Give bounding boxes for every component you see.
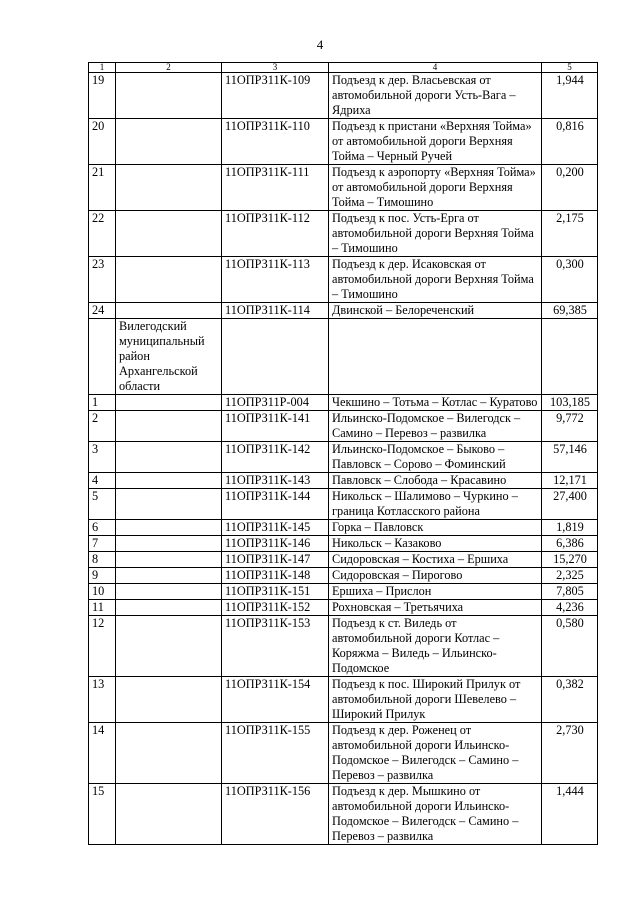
road-name: Подъезд к дер. Роженец от автомобильной дороги Ильинско-Подомское – Вилегодск – Самино – Перевоз – развилка [329, 723, 542, 784]
road-length: 1,819 [542, 520, 598, 536]
road-name: Павловск – Слобода – Красавино [329, 473, 542, 489]
road-name: Подъезд к дер. Мышкино от автомобильной дороги Ильинско-Подомское – Вилегодск – Самино – Перевоз – развилка [329, 784, 542, 845]
row-number: 20 [89, 119, 116, 165]
table-row [89, 442, 598, 473]
header-cell-5: 5 [542, 63, 598, 73]
road-length: 0,300 [542, 257, 598, 303]
road-id: 11ОПРЗ11К-110 [222, 119, 329, 165]
table-row [89, 395, 598, 411]
road-name: Подъезд к ст. Виледь от автомобильной дороги Котлас – Коряжма – Виледь – Ильинско-Подомское [329, 616, 542, 677]
district-name [116, 616, 222, 677]
row-number: 3 [89, 442, 116, 473]
road-name: Никольск – Шалимово – Чуркино – граница Котласского района [329, 489, 542, 520]
road-name: Подъезд к дер. Исаковская от автомобильной дороги Верхняя Тойма – Тимошино [329, 257, 542, 303]
row-number: 10 [89, 584, 116, 600]
district-name [116, 584, 222, 600]
table-row [89, 552, 598, 568]
row-number: 11 [89, 600, 116, 616]
road-length: 2,175 [542, 211, 598, 257]
road-name: Ершиха – Прислон [329, 584, 542, 600]
road-name: Никольск – Казаково [329, 536, 542, 552]
road-length: 6,386 [542, 536, 598, 552]
road-length: 0,382 [542, 677, 598, 723]
table-row [89, 411, 598, 442]
road-id: 11ОПРЗ11К-145 [222, 520, 329, 536]
road-length: 9,772 [542, 411, 598, 442]
table-row [89, 211, 598, 257]
road-length: 12,171 [542, 473, 598, 489]
road-id: 11ОПРЗ11К-112 [222, 211, 329, 257]
table-row [89, 319, 598, 395]
road-id: 11ОПРЗ11К-153 [222, 616, 329, 677]
road-id: 11ОПРЗ11К-152 [222, 600, 329, 616]
header-cell-3: 3 [222, 63, 329, 73]
table-row [89, 568, 598, 584]
road-length: 2,325 [542, 568, 598, 584]
road-name: Горка – Павловск [329, 520, 542, 536]
district-name [116, 723, 222, 784]
header-cell-1: 1 [89, 63, 116, 73]
road-id: 11ОПРЗ11К-144 [222, 489, 329, 520]
road-id: 11ОПРЗ11К-114 [222, 303, 329, 319]
road-length: 4,236 [542, 600, 598, 616]
table-row [89, 73, 598, 119]
roads-table [88, 62, 598, 845]
table-row [89, 584, 598, 600]
road-length: 1,444 [542, 784, 598, 845]
road-length: 103,185 [542, 395, 598, 411]
row-number: 15 [89, 784, 116, 845]
row-number: 2 [89, 411, 116, 442]
district-name [116, 677, 222, 723]
district-name [116, 600, 222, 616]
table-row [89, 119, 598, 165]
road-length: 1,944 [542, 73, 598, 119]
road-name: Чекшино – Тотьма – Котлас – Куратово [329, 395, 542, 411]
row-number: 19 [89, 73, 116, 119]
district-name [116, 473, 222, 489]
road-length: 7,805 [542, 584, 598, 600]
district-name [116, 442, 222, 473]
road-name [329, 319, 542, 395]
road-name: Подъезд к аэропорту «Верхняя Тойма» от автомобильной дороги Верхняя Тойма – Тимошино [329, 165, 542, 211]
road-id [222, 319, 329, 395]
road-id: 11ОПРЗ11К-109 [222, 73, 329, 119]
row-number: 4 [89, 473, 116, 489]
district-name [116, 303, 222, 319]
road-id: 11ОПРЗ11К-146 [222, 536, 329, 552]
row-number: 21 [89, 165, 116, 211]
header-cell-4: 4 [329, 63, 542, 73]
row-number: 5 [89, 489, 116, 520]
row-number: 1 [89, 395, 116, 411]
road-id: 11ОПРЗ11К-111 [222, 165, 329, 211]
road-name: Ильинско-Подомское – Быково – Павловск – Сорово – Фоминский [329, 442, 542, 473]
road-name: Подъезд к пос. Широкий Прилук от автомобильной дороги Шевелево – Широкий Прилук [329, 677, 542, 723]
row-number: 7 [89, 536, 116, 552]
road-id: 11ОПРЗ11К-154 [222, 677, 329, 723]
table-row [89, 303, 598, 319]
road-length: 2,730 [542, 723, 598, 784]
row-number: 13 [89, 677, 116, 723]
road-id: 11ОПРЗ11К-155 [222, 723, 329, 784]
district-name [116, 119, 222, 165]
road-length: 15,270 [542, 552, 598, 568]
district-name [116, 73, 222, 119]
row-number: 8 [89, 552, 116, 568]
road-name: Подъезд к пристани «Верхняя Тойма» от автомобильной дороги Верхняя Тойма – Черный Ручей [329, 119, 542, 165]
road-id: 11ОПРЗ11К-143 [222, 473, 329, 489]
table-header-row [89, 63, 598, 73]
road-id: 11ОПРЗ11К-147 [222, 552, 329, 568]
road-id: 11ОПРЗ11К-151 [222, 584, 329, 600]
row-number: 23 [89, 257, 116, 303]
table-row [89, 473, 598, 489]
row-number: 6 [89, 520, 116, 536]
road-name: Ильинско-Подомское – Вилегодск – Самино – Перевоз – развилка [329, 411, 542, 442]
road-length: 0,816 [542, 119, 598, 165]
table-row [89, 520, 598, 536]
table-row [89, 165, 598, 211]
road-length: 0,200 [542, 165, 598, 211]
row-number: 12 [89, 616, 116, 677]
road-length [542, 319, 598, 395]
road-id: 11ОПРЗ11К-148 [222, 568, 329, 584]
page-number: 4 [316, 37, 324, 52]
district-name [116, 568, 222, 584]
table-row [89, 677, 598, 723]
district-name [116, 489, 222, 520]
road-id: 11ОПРЗ11К-113 [222, 257, 329, 303]
table-row [89, 723, 598, 784]
road-length: 69,385 [542, 303, 598, 319]
table-row [89, 489, 598, 520]
row-number: 24 [89, 303, 116, 319]
road-id: 11ОПРЗ11Р-004 [222, 395, 329, 411]
road-name: Сидоровская – Костиха – Ершиха [329, 552, 542, 568]
district-name [116, 211, 222, 257]
road-length: 0,580 [542, 616, 598, 677]
district-name [116, 395, 222, 411]
road-name: Подъезд к пос. Усть-Ерга от автомобильной дороги Верхняя Тойма – Тимошино [329, 211, 542, 257]
roads-table-body [89, 63, 598, 845]
row-number: 14 [89, 723, 116, 784]
row-number [89, 319, 116, 395]
table-row [89, 536, 598, 552]
road-length: 57,146 [542, 442, 598, 473]
district-name [116, 784, 222, 845]
district-name [116, 165, 222, 211]
road-id: 11ОПРЗ11К-156 [222, 784, 329, 845]
row-number: 9 [89, 568, 116, 584]
district-name: Вилегодский муниципальный район Архангельской области [116, 319, 222, 395]
table-row [89, 784, 598, 845]
road-name: Сидоровская – Пирогово [329, 568, 542, 584]
road-name: Рохновская – Третьячиха [329, 600, 542, 616]
road-length: 27,400 [542, 489, 598, 520]
header-cell-2: 2 [116, 63, 222, 73]
road-id: 11ОПРЗ11К-141 [222, 411, 329, 442]
table-row [89, 600, 598, 616]
road-name: Подъезд к дер. Власьевская от автомобильной дороги Усть-Вага – Ядриха [329, 73, 542, 119]
road-name: Двинской – Белореченский [329, 303, 542, 319]
district-name [116, 536, 222, 552]
table-row [89, 616, 598, 677]
district-name [116, 552, 222, 568]
district-name [116, 411, 222, 442]
district-name [116, 520, 222, 536]
district-name [116, 257, 222, 303]
road-id: 11ОПРЗ11К-142 [222, 442, 329, 473]
row-number: 22 [89, 211, 116, 257]
table-row [89, 257, 598, 303]
